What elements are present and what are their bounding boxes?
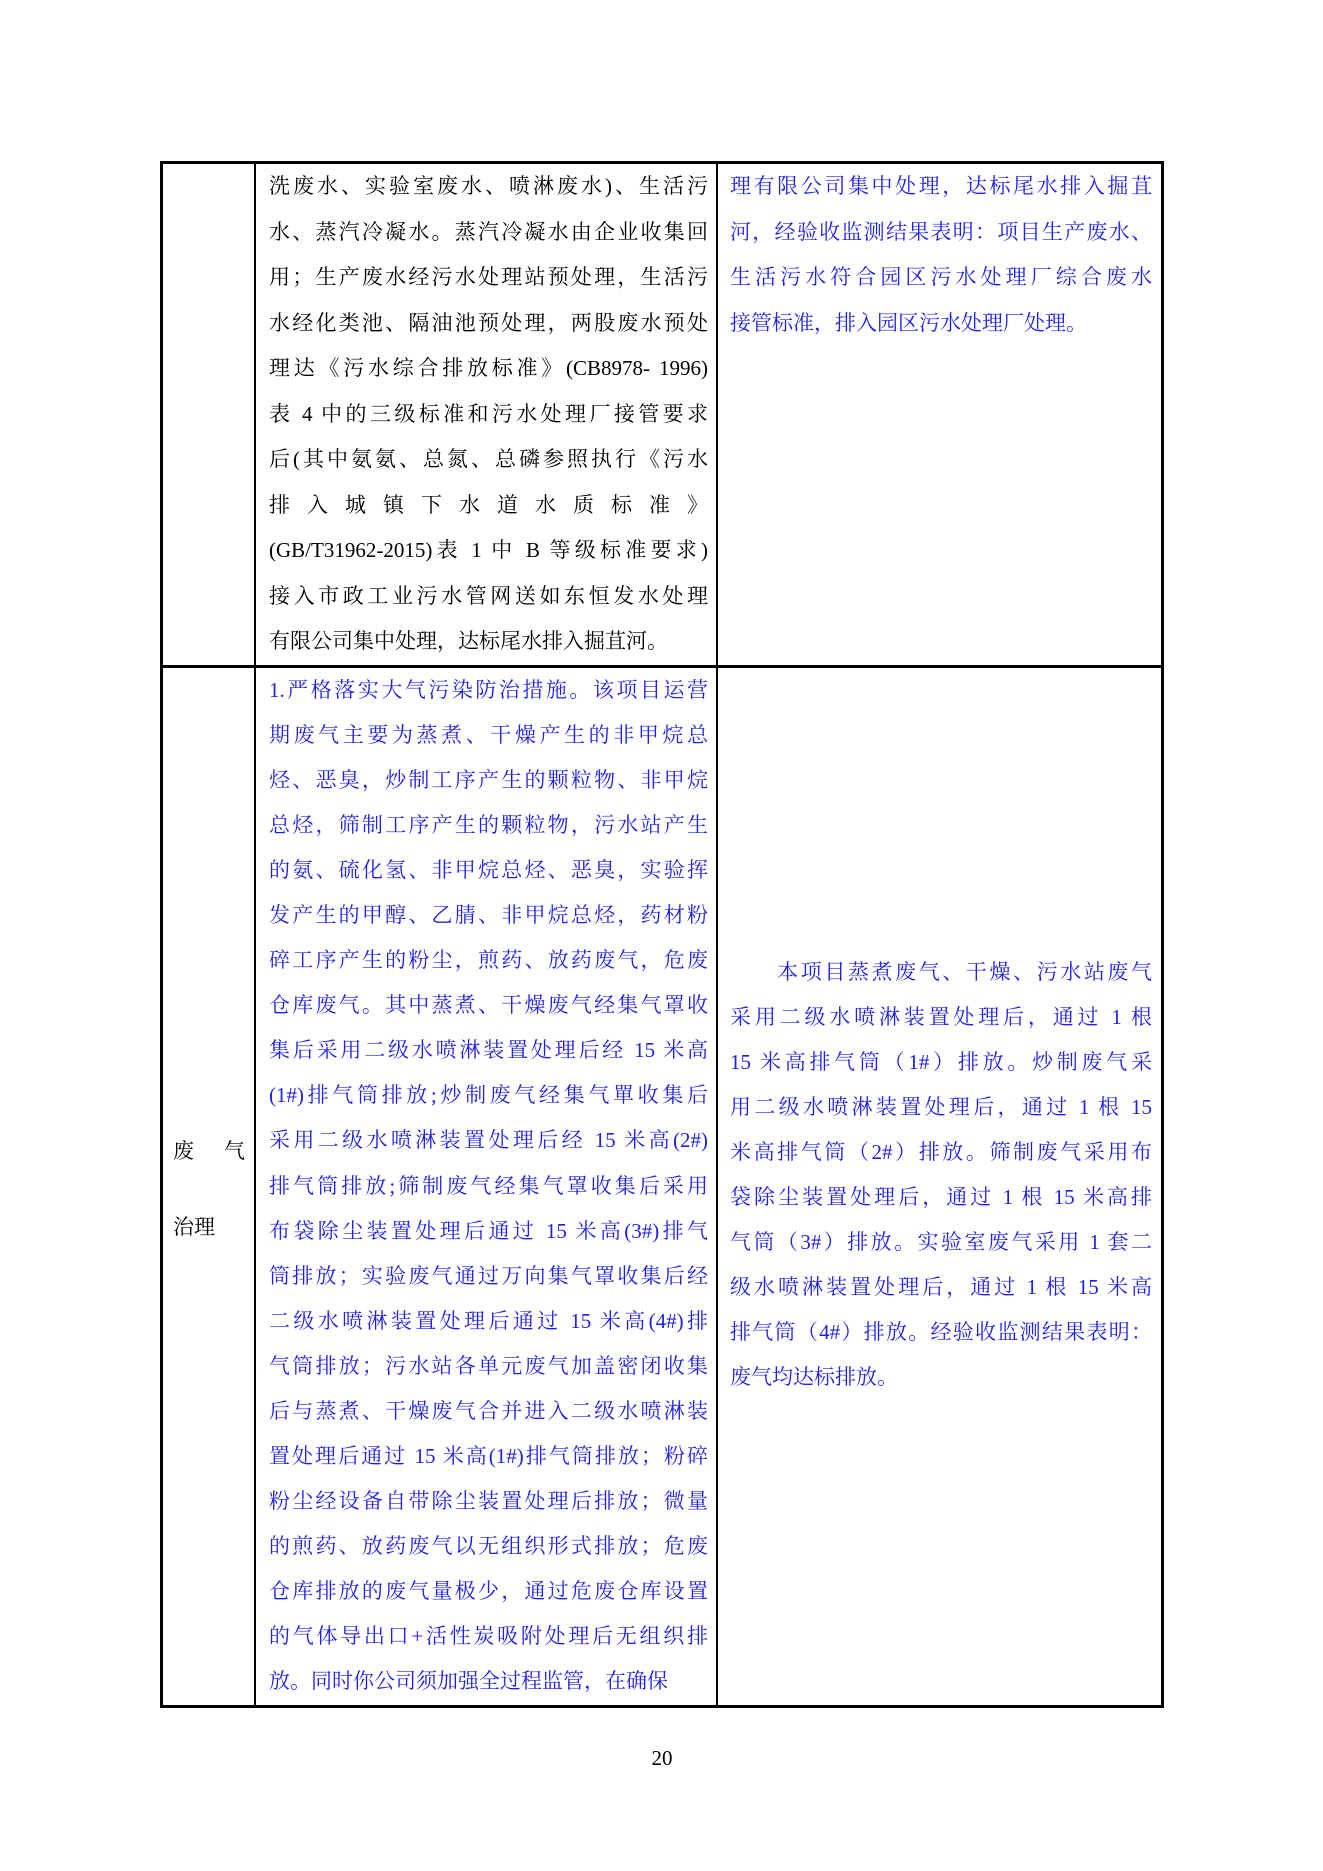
approval-requirements-table bbox=[160, 161, 1164, 1708]
text-line: (GB/T31962-2015)表 1 中 B 等级标准要求) bbox=[269, 538, 708, 562]
text-line: 后与蒸煮、干燥废气合并进入二级水喷淋装 bbox=[269, 1398, 708, 1423]
text-line: 气筒（3#）排放。实验室废气采用 1 套二 bbox=[730, 1230, 1152, 1255]
text-line: 筒排放；实验废气通过万向集气罩收集后经 bbox=[269, 1263, 708, 1288]
waste-gas-requirement-cell bbox=[256, 668, 716, 1705]
text-line: 废气 bbox=[173, 1139, 245, 1163]
wastewater-requirement-cell bbox=[256, 164, 716, 665]
text-line: 生活污水符合园区污水处理厂综合废水 bbox=[730, 265, 1152, 289]
text-line: 排入城镇下水道水质标准》 bbox=[269, 492, 708, 517]
text-line: 袋除尘装置处理后，通过 1 根 15 米高排 bbox=[730, 1185, 1152, 1210]
text-line: 用；生产废水经污水处理站预处理，生活污 bbox=[269, 265, 708, 289]
text-line: 级水喷淋装置处理后，通过 1 根 15 米高 bbox=[730, 1275, 1152, 1300]
text-line: 布袋除尘装置处理后通过 15 米高(3#)排气 bbox=[269, 1218, 708, 1243]
text-line: 置处理后通过 15 米高(1#)排气筒排放；粉碎 bbox=[269, 1443, 708, 1468]
text-line: 接管标准，排入园区污水处理厂处理。 bbox=[730, 310, 1087, 335]
text-line: 的氨、硫化氢、非甲烷总烃、恶臭，实验挥 bbox=[269, 858, 708, 883]
text-line: 仓库废气。其中蒸煮、干燥废气经集气罩收 bbox=[269, 993, 708, 1018]
text-line: 河，经验收监测结果表明：项目生产废水、 bbox=[730, 219, 1152, 244]
text-line: 的气体导出口+活性炭吸附处理后无组织排 bbox=[269, 1623, 708, 1648]
text-line: 水经化类池、隔油池预处理，两股废水预处 bbox=[269, 310, 708, 335]
text-line: 集后采用二级水喷淋装置处理后经 15 米高 bbox=[269, 1038, 708, 1063]
page-number: 20 bbox=[651, 1746, 673, 1770]
text-line: 排气筒（4#）排放。经验收监测结果表明： bbox=[730, 1320, 1152, 1345]
text-line: 放。同时你公司须加强全过程监管，在确保 bbox=[269, 1669, 668, 1694]
text-line: 1.严格落实大气污染防治措施。该项目运营 bbox=[269, 678, 708, 702]
text-line: 气筒排放；污水站各单元废气加盖密闭收集 bbox=[269, 1353, 708, 1378]
text-line: 理有限公司集中处理，达标尾水排入掘苴 bbox=[730, 174, 1152, 198]
text-line: 后(其中氨氨、总氮、总磷参照执行《污水 bbox=[269, 447, 708, 471]
column-divider-2 bbox=[716, 164, 718, 1705]
text-line: 仓库排放的废气量极少，通过危废仓库设置 bbox=[269, 1578, 708, 1603]
text-line: 有限公司集中处理，达标尾水排入掘苴河。 bbox=[269, 629, 668, 653]
waste-gas-treatment-label-cell bbox=[163, 668, 254, 1705]
waste-gas-implementation-cell bbox=[719, 668, 1161, 1705]
wastewater-implementation-cell bbox=[719, 164, 1161, 665]
text-line: 本项目蒸煮废气、干燥、污水站废气 bbox=[730, 960, 1152, 984]
text-line: 理达《污水综合排放标准》(CB8978- 1996) bbox=[269, 356, 708, 380]
text-line: 排气筒排放;筛制废气经集气罩收集后采用 bbox=[269, 1173, 708, 1198]
text-line: 发产生的甲醇、乙腈、非甲烷总烃，药材粉 bbox=[269, 903, 708, 928]
text-line: (1#)排气筒排放;炒制废气经集气單收集后 bbox=[269, 1083, 708, 1108]
text-line: 表 4 中的三级标准和污水处理厂接管要求 bbox=[269, 401, 708, 426]
text-line: 期废气主要为蒸煮、干燥产生的非甲烷总 bbox=[269, 723, 708, 748]
text-line: 接入市政工业污水管网送如东恒发水处理 bbox=[269, 583, 708, 608]
text-line: 米高排气筒（2#）排放。筛制废气采用布 bbox=[730, 1140, 1152, 1165]
text-line: 15 米高排气筒（1#）排放。炒制废气采 bbox=[730, 1050, 1152, 1075]
text-line: 水、蒸汽冷凝水。蒸汽冷凝水由企业收集回 bbox=[269, 219, 708, 244]
text-line: 碎工序产生的粉尘，煎药、放药废气，危废 bbox=[269, 948, 708, 973]
text-line: 用二级水喷淋装置处理后，通过 1 根 15 bbox=[730, 1095, 1152, 1120]
text-line: 采用二级水喷淋装置处理后经 15 米高(2#) bbox=[269, 1128, 708, 1153]
text-line: 洗废水、实验室废水、喷淋废水)、生活污 bbox=[269, 174, 708, 198]
text-line: 的煎药、放药废气以无组织形式排放；危废 bbox=[269, 1533, 708, 1558]
text-line: 废气均达标排放。 bbox=[730, 1365, 898, 1390]
text-line: 粉尘经设备自带除尘装置处理后排放；微量 bbox=[269, 1488, 708, 1513]
text-line: 治理 bbox=[173, 1215, 215, 1239]
text-line: 采用二级水喷淋装置处理后，通过 1 根 bbox=[730, 1005, 1152, 1030]
text-line: 二级水喷淋装置处理后通过 15 米高(4#)排 bbox=[269, 1308, 708, 1333]
text-line: 烃、恶臭，炒制工序产生的颗粒物、非甲烷 bbox=[269, 768, 708, 793]
text-line: 总烃，筛制工序产生的颗粒物，污水站产生 bbox=[269, 813, 708, 838]
